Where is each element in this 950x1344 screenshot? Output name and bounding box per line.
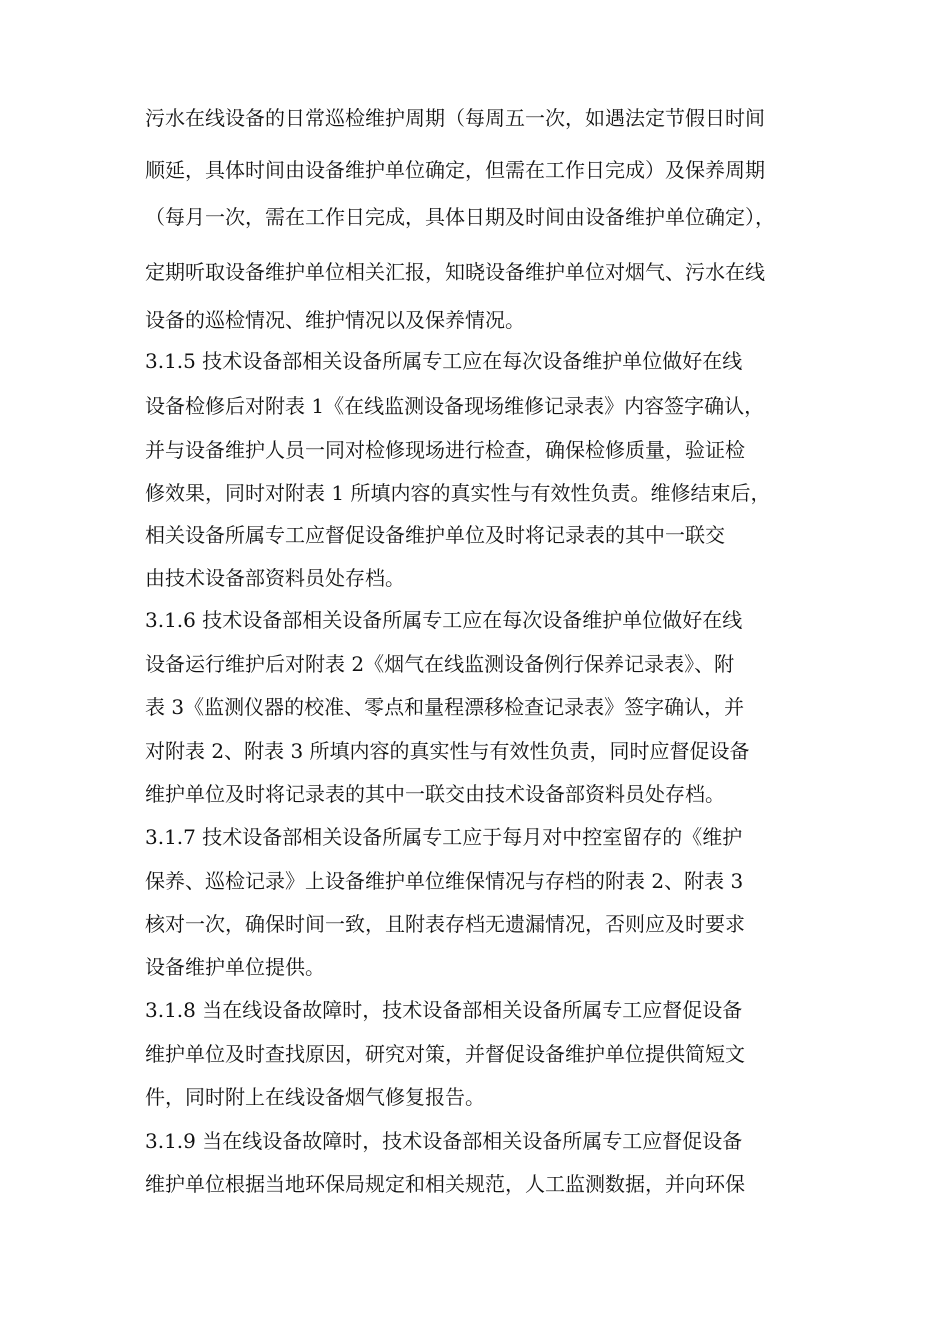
text-line: 维护单位及时查找原因，研究对策，并督促设备维护单位提供简短文 <box>145 1042 745 1066</box>
text-line: 顺延，具体时间由设备维护单位确定，但需在工作日完成）及保养周期 <box>145 158 765 182</box>
text-line: （每月一次，需在工作日完成，具体日期及时间由设备维护单位确定）， <box>145 205 775 229</box>
text-line: 定期听取设备维护单位相关汇报，知晓设备维护单位对烟气、污水在线 <box>145 260 765 284</box>
text-line: 3.1.9 当在线设备故障时，技术设备部相关设备所属专工应督促设备 <box>145 1129 743 1153</box>
text-line: 核对一次，确保时间一致，且附表存档无遗漏情况，否则应及时要求 <box>145 912 745 936</box>
text-line: 设备维护单位提供。 <box>145 955 325 979</box>
text-line: 由技术设备部资料员处存档。 <box>145 566 405 590</box>
text-line: 3.1.5 技术设备部相关设备所属专工应在每次设备维护单位做好在线 <box>145 349 743 373</box>
text-line: 维护单位根据当地环保局规定和相关规范，人工监测数据，并向环保 <box>145 1172 745 1196</box>
text-line: 设备运行维护后对附表 2《烟气在线监测设备例行保养记录表》、附 <box>145 652 735 676</box>
text-line: 维护单位及时将记录表的其中一联交由技术设备部资料员处存档。 <box>145 782 725 806</box>
text-line: 件，同时附上在线设备烟气修复报告。 <box>145 1085 485 1109</box>
text-line: 修效果，同时对附表 1 所填内容的真实性与有效性负责。维修结束后， <box>145 481 771 505</box>
text-line: 污水在线设备的日常巡检维护周期（每周五一次，如遇法定节假日时间 <box>145 106 765 130</box>
text-line: 对附表 2、附表 3 所填内容的真实性与有效性负责，同时应督促设备 <box>145 739 750 763</box>
text-line: 3.1.6 技术设备部相关设备所属专工应在每次设备维护单位做好在线 <box>145 608 743 632</box>
text-line: 相关设备所属专工应督促设备维护单位及时将记录表的其中一联交 <box>145 523 725 547</box>
text-line: 3.1.7 技术设备部相关设备所属专工应于每月对中控室留存的《维护 <box>145 825 743 849</box>
text-line: 保养、巡检记录》上设备维护单位维保情况与存档的附表 2、附表 3 <box>145 869 744 893</box>
text-line: 设备检修后对附表 1《在线监测设备现场维修记录表》内容签字确认， <box>145 394 765 418</box>
text-line: 并与设备维护人员一同对检修现场进行检查，确保检修质量，验证检 <box>145 438 745 462</box>
text-line: 表 3《监测仪器的校准、零点和量程漂移检查记录表》签字确认，并 <box>145 695 745 719</box>
text-line: 3.1.8 当在线设备故障时，技术设备部相关设备所属专工应督促设备 <box>145 998 743 1022</box>
text-line: 设备的巡检情况、维护情况以及保养情况。 <box>145 308 525 332</box>
